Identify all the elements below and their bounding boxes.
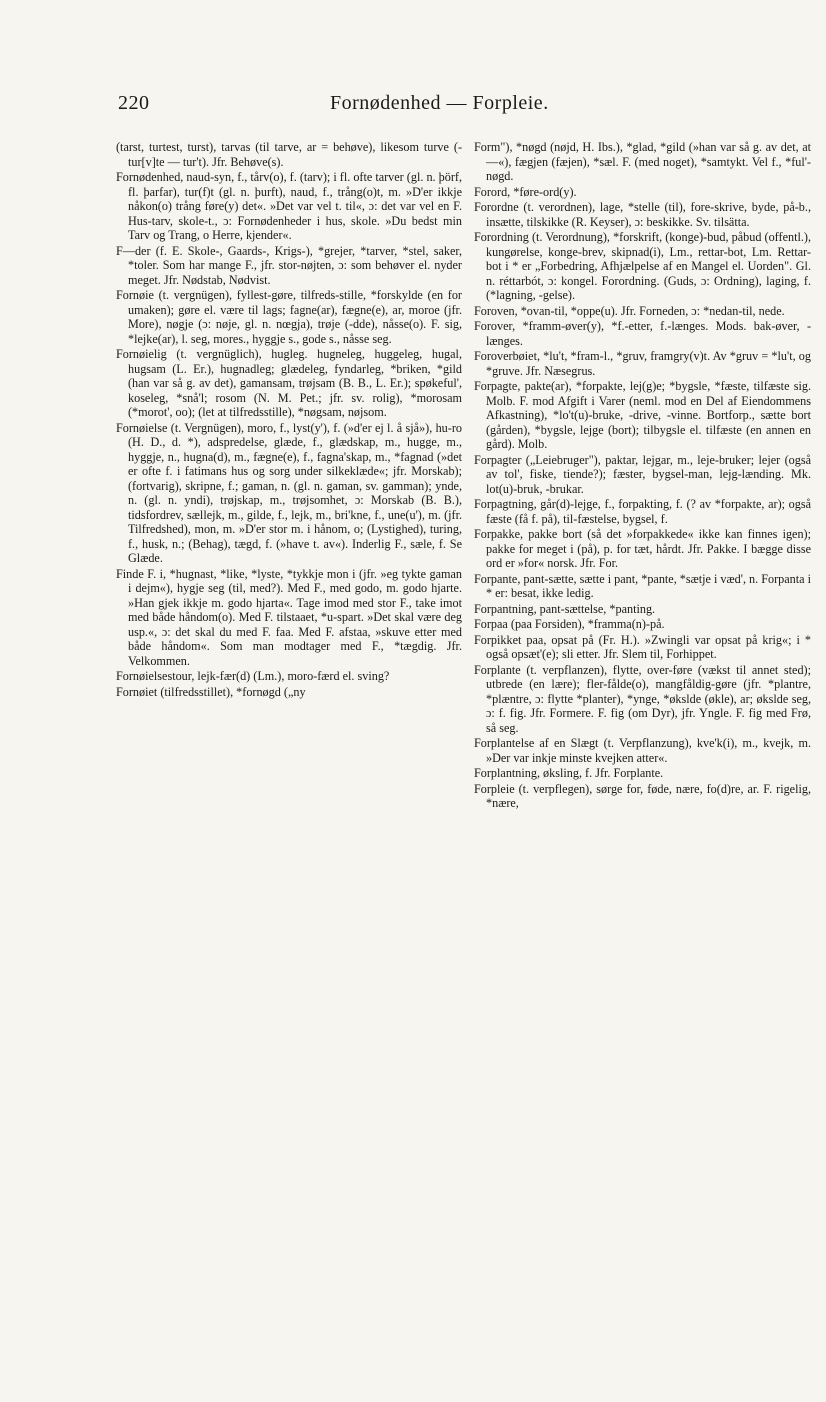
entry-forpaa: Forpaa (paa Forsiden), *framma(n)-på.: [474, 617, 665, 631]
entry-fornoielig: Fornøielig (t. vergnüglich), hugleg. hugneleg, huggeleg, hugal, hugsam (L. Er.), hugnadleg; glædeleg, fyndarleg, *briken, *gild (han var så g. av det), gamansam, trøjsam (B. B., L. Er.); spøkeful', koseleg, *snå'l; rosom (N. M. Pet.; jfr. sv. rolig), *morosam (*morot', oo); (let at tilfredsstille), *nøgsam, nøjsom.: [116, 347, 462, 419]
entry-continuation-fornoiet: Form"), *nøgd (nøjd, H. Ibs.), *glad, *gild (»han var så g. av det, at —«), fægjen (fæjen), *sæl. F. (med noget), *samtykt. Vel f., *ful'-nøgd.: [474, 140, 811, 183]
entry-fornoie: Fornøie (t. vergnügen), fyllest-gøre, tilfreds-stille, *forskylde (en for umaken); gøre el. være til lags; fagne(ar), fægne(e), ar, moroe (jfr. More), nøgje (ɔ: nøje, gl. n. nœgja), trøje (-dde), nåsse(o). F. sig, *lejke(ar), l. seg, mores., hyggje s., gode s., nåsse seg.: [116, 288, 462, 346]
entry-forplante: Forplante (t. verpflanzen), flytte, over-føre (vækst til annet sted); utbrede (en lære); fler-fålde(o), mangfåldig-gøre (jfr. *plantre, *plæntre, ɔ: flytte *planter), *ynge, *økslde (økle), ar; økslde seg, ɔ: f. fig. Jfr. Formere. F. fig (om Dyr), jfr. Yngle. F. fig med Frø, så seg.: [474, 662, 811, 735]
entry-forpakke: Forpakke, pakke bort (så det »forpakkede« ikke kan finnes igen); pakke for meget i (på), p. for tæt, hårdt. Jfr. Pakke. I bægge disse ord er »for« norsk. Jfr. For.: [474, 527, 811, 570]
entry-forpagte: Forpagte, pakte(ar), *forpakte, lej(g)e; *bygsle, *fæste, tilfæste sig. Molb. F. mod Afgift i Varer (neml. mod en Del af Eiendommens Afkastning), *lo't(u)-bruke, -drive, -vinne. Bortforp., sætte bort (gården), *bygsle, lejge (bort); tilbygsle el. tilfæste (en annen en gård). Molb.: [474, 379, 811, 451]
entry-forpagter: Forpagter („Leiebruger"), paktar, lejgar, m., leje-bruker; lejer (også av tol', fiske, tiende?); fæster, bygsel-man, lejg-lænding. Mk. lot(u)-bruk, -brukar.: [474, 452, 811, 496]
entry-fornoielsestour: Fornøielsestour, lejk-fær(d) (Lm.), moro-færd el. sving?: [116, 669, 390, 683]
right-column: [474, 140, 811, 812]
page-header: [0, 92, 826, 122]
entry-foroverboiet: Foroverbøiet, *lu't, *fram-l., *gruv, framgry(v)t. Av *gruv = *lu't, og *gruve. Jfr. Næsegrus.: [474, 349, 811, 378]
entry-fornoiet: Fornøiet (tilfredsstillet), *fornøgd („ny: [116, 684, 306, 699]
running-head: Fornødenhed — Forpleie.: [330, 92, 549, 114]
entry-forover: Forover, *framm-øver(y), *f.-etter, f.-længes. Mods. bak-øver, -længes.: [474, 319, 811, 348]
entry-fornodenhed: Fornødenhed, naud-syn, f., tårv(o), f. (tarv); i fl. ofte tarver (gl. n. þörf, fl. þarfar), tur(f)t (gl. n. þurft), naud, f., trång(o)t, m. »D'er ikkje nåkon(o) trång føre(y) det«. »Det var vel t. til«, ɔ: det var vel en F. Hus-tarv, skole-t., ɔ: Fornødenheder i hus, skole. »Du bedst min Tarv og Trang, o Herre, kjender«.: [116, 170, 462, 242]
entry-fornodenheder: F—der (f. E. Skole-, Gaards-, Krigs-), *grejer, *tarver, *stel, saker, *toler. Som har mange F., jfr. stor-nøjten, ɔ: som behøver el. nyder meget. Jfr. Nødstab, Nødvist.: [116, 243, 462, 287]
entry-forordning: Forordning (t. Verordnung), *forskrift, (konge)-bud, påbud (offentl.), kungørelse, konge-brev, skipnad(i), Lm., rettar-bot, Lm. Rettar-bot i * er „Forbedring, Afhjælpelse af en Mangel el. Uorden". Gl. n. réttarbót, ɔ: kongel. Forordning. (Guds, ɔ: Ordning), laging, f. (*lagning, -gelse).: [474, 230, 811, 302]
entry-forpante: Forpante, pant-sætte, sætte i pant, *pante, *sætje i væd', n. Forpanta i * er: besat, ikke ledig.: [474, 571, 811, 600]
entry-forord: Forord, *føre-ord(y).: [474, 184, 577, 199]
entry-forplantning: Forplantning, øksling, f. Jfr. Forplante.: [474, 766, 664, 780]
entry-forpleie: Forpleie (t. verpflegen), sørge for, føde, nære, fo(d)re, ar. F. rigelig, *nære,: [474, 781, 811, 810]
entry-forpikket: Forpikket paa, opsat på (Fr. H.). »Zwingli var opsat på krig«; i * også opsæt'(e); sli etter. Jfr. Slem til, Forhippet.: [474, 632, 811, 661]
entry-finde-fornoielse: Finde F. i, *hugnast, *like, *lyste, *tykkje mon i (jfr. »eg tykte gaman i dejm«), hygje seg (til, med?). Med F., med godo, m. godo hjarte. »Han gjek ikkje m. godo hjarta«. Tage imod med stor F., take imot med både håndom(o). Med F. tilstaaet, *u-spart. »Det skal være deg usp.«, ɔ: det skal du med F. faa. Med F. afstaa, »skuve etter med både håndom«. Som man modtager med F., *tægdig. Jfr. Velkommen.: [116, 566, 462, 668]
page-number: 220: [118, 92, 150, 114]
entry-forplantelse: Forplantelse af en Slægt (t. Verpflanzung), kve'k(i), m., kvejk, m. »Der var inkje minste kvejken atter«.: [474, 736, 811, 765]
entry-foroven: Foroven, *ovan-til, *oppe(u). Jfr. Forneden, ɔ: *nedan-til, nede.: [474, 303, 785, 318]
entry-continuation-tarve: (tarst, turtest, turst), tarvas (til tarve, ar = behøve), likesom turve (-tur[v]te — tur't). Jfr. Behøve(s).: [116, 140, 462, 169]
entry-fornoielse: Fornøielse (t. Vergnügen), moro, f., lyst(y'), f. (»d'er ej l. å sjå»), hu-ro (H. D., d. *), adspredelse, glæde, f., glædskap, m., hugge, m., hyggje, n., hugna(d), m., fægne(e), f., fagna'skap, m., *fagnad (»det er ofte f. i fatimans hus og sorg under silkeklæde«; jfr. Morskab); (fortvarig), skripne, f.; gaman, n. (gl. n. gaman, sv. gamman); ynde, n. (gl. n. yndi), trøjskap, m., trøjsomhet, ɔ: Morskab (B. B.), tidsfordrev, sællejk, m., gilde, f., lejk, m., bri'kne, f., une(u'), m. (jfr. Tilfredshed), mon, m. »D'er stor m. i hånom, o; (Lystighed), turing, f., husk, n.; (Behag), tægd, f. (»have t. av«). Inderlig F., sæle, f. Se Glæde.: [116, 420, 462, 565]
entry-forpagtning: Forpagtning, går(d)-lejge, f., forpakting, f. (? av *forpakte, ar); også fæste (få f. på), til-fæstelse, bygsel, f.: [474, 497, 811, 526]
left-column: [116, 140, 462, 700]
entry-forpantning: Forpantning, pant-sættelse, *panting.: [474, 601, 656, 616]
entry-forordne: Forordne (t. verordnen), lage, *stelle (til), fore-skrive, byde, på-b., insætte, tilskikke (R. Keyser), ɔ: beskikke. Sv. tilsätta.: [474, 200, 811, 229]
